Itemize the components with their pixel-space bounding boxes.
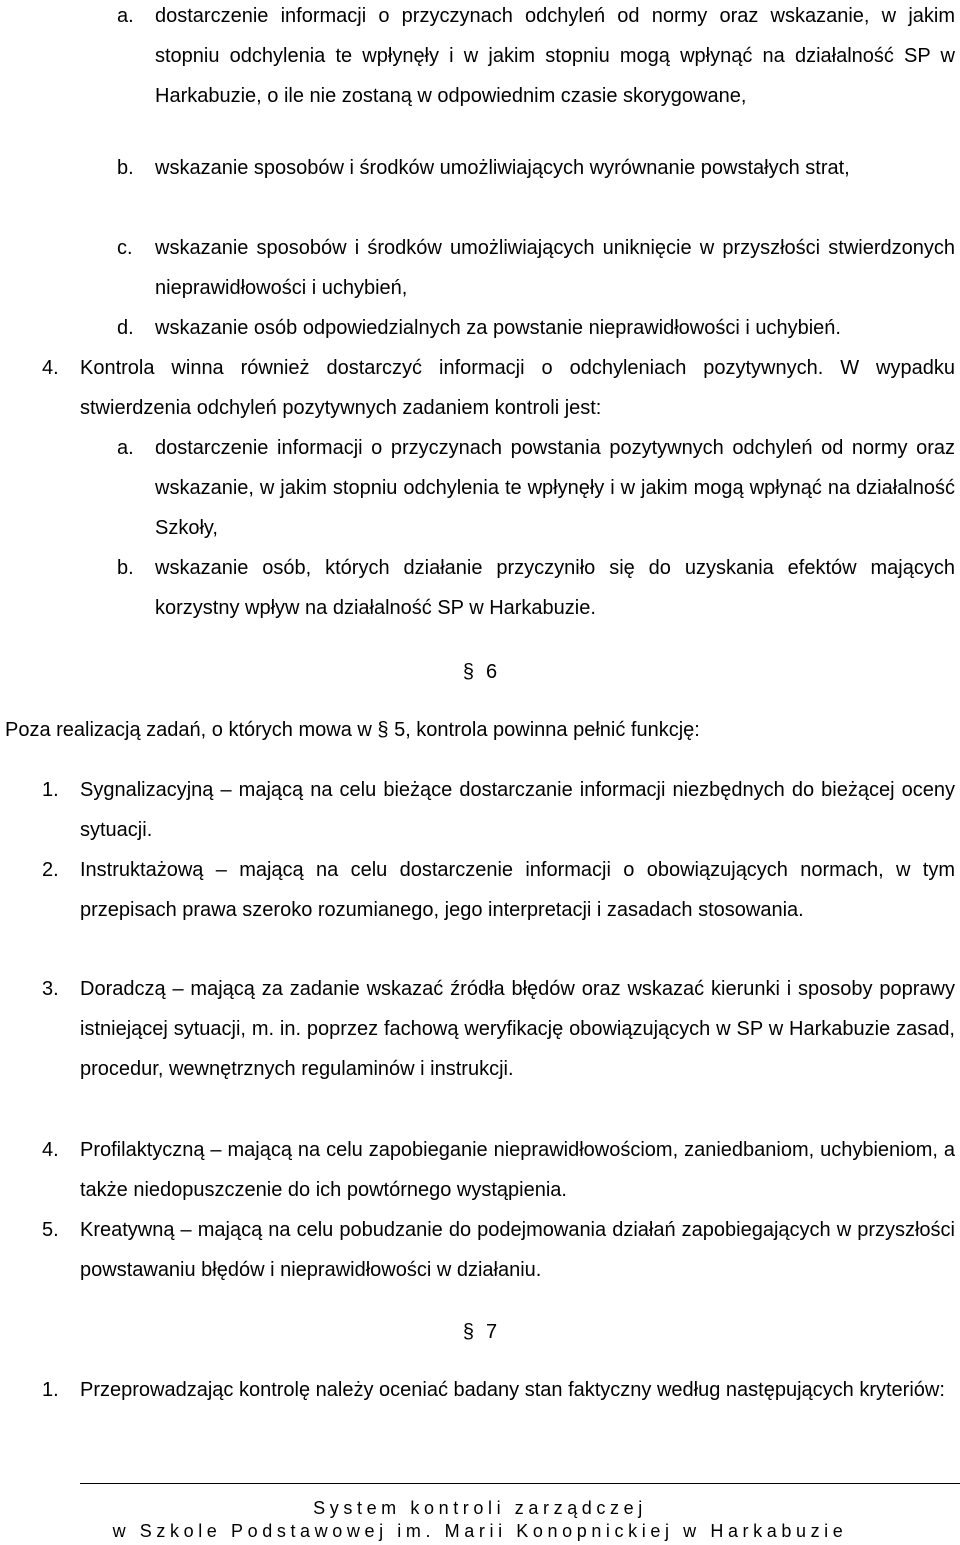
list-marker: 1. — [42, 779, 59, 801]
function-item-1 — [42, 770, 955, 850]
list-marker: b. — [117, 557, 134, 579]
list-marker: b. — [117, 157, 134, 179]
list-marker: c. — [117, 237, 133, 259]
numbered-point-7-1 — [42, 1370, 955, 1410]
footer-line-1: System kontroli zarządczej — [313, 1498, 647, 1518]
section-symbol: § — [462, 1321, 474, 1343]
function-item-3 — [42, 969, 955, 1089]
function-item-4 — [42, 1130, 955, 1210]
list-item-text: wskazanie sposobów i środków umożliwiających uniknięcie w przyszłości stwierdzonych nieprawidłowości i uchybień, — [155, 237, 955, 299]
point-text: Przeprowadzając kontrolę należy oceniać badany stan faktyczny według następujących kryteriów: — [80, 1379, 945, 1401]
section-heading-7 — [0, 1312, 960, 1352]
function-text: Instruktażową – mającą na celu dostarczenie informacji o obowiązujących normach, w tym przepisach prawa szeroko rozumianego, jego interpretacji i zasadach stosowania. — [80, 859, 955, 921]
list-marker: 3. — [42, 978, 59, 1000]
list-marker: 2. — [42, 859, 59, 881]
function-item-2 — [42, 850, 955, 930]
numbered-point-4 — [42, 348, 955, 428]
list-marker: 4. — [42, 1139, 59, 1161]
section-intro: Poza realizacją zadań, o których mowa w § 5, kontrola powinna pełnić funkcję: — [5, 719, 700, 741]
section-heading-6 — [0, 652, 960, 692]
list-item-a — [117, 0, 955, 116]
footer-line-2: w Szkole Podstawowej im. Marii Konopnickiej w Harkabuzie — [112, 1521, 848, 1541]
list-item-text: wskazanie osób, których działanie przyczyniło się do uzyskania efektów mających korzystny wpływ na działalność SP w Harkabuzie. — [155, 557, 955, 619]
list-marker: d. — [117, 317, 134, 339]
list-item-d — [117, 308, 955, 348]
list-marker: a. — [117, 5, 134, 27]
function-text: Profilaktyczną – mającą na celu zapobieganie nieprawidłowościom, zaniedbaniom, uchybieniom, a także niedopuszczenie do ich powtórnego wystąpienia. — [80, 1139, 955, 1201]
list-item-b — [117, 148, 955, 188]
function-text: Kreatywną – mającą na celu pobudzanie do podejmowania działań zapobiegających w przyszłości powstawaniu błędów i nieprawidłowości w działaniu. — [80, 1219, 955, 1281]
list-marker: 1. — [42, 1379, 59, 1401]
list-marker: 4. — [42, 357, 59, 379]
list-item-c — [117, 228, 955, 308]
footer-divider — [80, 1483, 960, 1484]
list-marker: 5. — [42, 1219, 59, 1241]
function-text: Sygnalizacyjną – mającą na celu bieżące dostarczanie informacji niezbędnych do bieżącej oceny sytuacji. — [80, 779, 955, 841]
section-number: 7 — [486, 1321, 498, 1343]
list-item-b — [117, 548, 955, 628]
function-item-5 — [42, 1210, 955, 1290]
function-text: Doradczą – mającą za zadanie wskazać źródła błędów oraz wskazać kierunki i sposoby poprawy istniejącej sytuacji, m. in. poprzez fachową weryfikację obowiązujących w SP w Harkabuzie zasad, procedur, wewnętrznych regulaminów i instrukcji. — [80, 978, 955, 1080]
point-text: Kontrola winna również dostarczyć informacji o odchyleniach pozytywnych. W wypadku stwierdzenia odchyleń pozytywnych zadaniem kontroli jest: — [80, 357, 955, 419]
list-item-text: wskazanie osób odpowiedzialnych za powstanie nieprawidłowości i uchybień. — [155, 317, 841, 339]
section-number: 6 — [486, 661, 498, 683]
section-symbol: § — [462, 661, 474, 683]
list-item-text: dostarczenie informacji o przyczynach powstania pozytywnych odchyleń od normy oraz wskazanie, w jakim stopniu odchylenia te wpłynęły i w jakim mogą wpłynąć na działalność Szkoły, — [155, 437, 955, 539]
list-item-a — [117, 428, 955, 548]
list-item-text: wskazanie sposobów i środków umożliwiających wyrównanie powstałych strat, — [155, 157, 850, 179]
list-marker: a. — [117, 437, 134, 459]
list-item-text: dostarczenie informacji o przyczynach odchyleń od normy oraz wskazanie, w jakim stopniu odchylenia te wpłynęły i w jakim stopniu mogą wpłynąć na działalność SP w Harkabuzie, o ile nie zostaną w odpowiednim czasie skorygowane, — [155, 5, 955, 107]
